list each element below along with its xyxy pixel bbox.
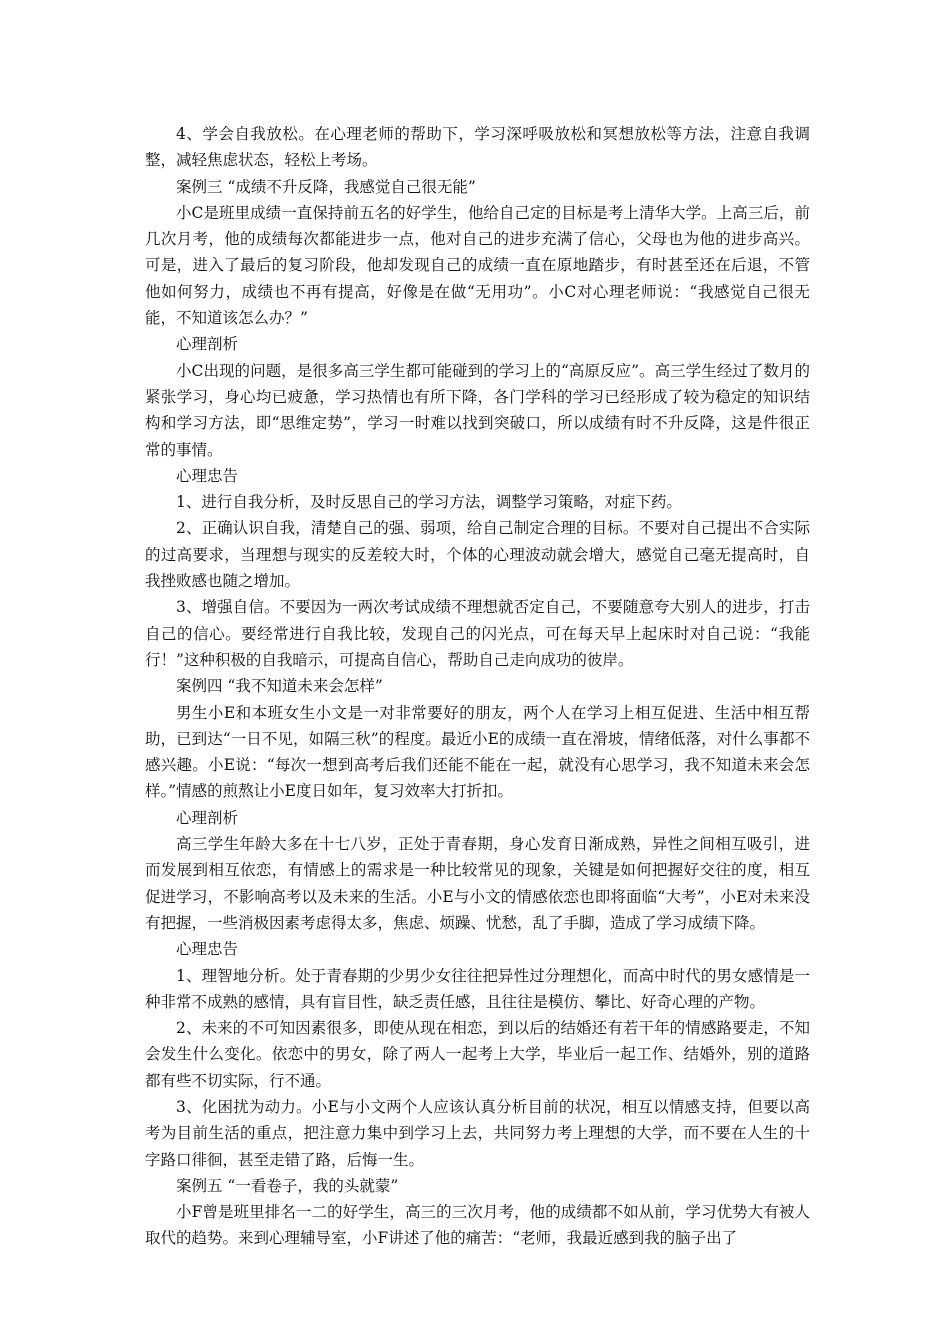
paragraph-case-three-analysis: 小C出现的问题，是很多高三学生都可能碰到的学习上的“高原反应”。高三学生经过了数月的紧张学习，身心均已疲惫，学习热情也有所下降，各门学科的学习已经形成了较为稳定的知识结构和学习方法，即“思维定势”，学习一时难以找到突破口，所以成绩有时不升反降，这是件很正常的事情。	[145, 361, 810, 459]
paragraph-advice-item: 1、进行自我分析，及时反思自己的学习方法，调整学习策略，对症下药。	[176, 493, 682, 512]
paragraph-advice-item: 1、理智地分析。处于青春期的少男少女往往把异性过分理想化，而高中时代的男女感情是一种非常不成熟的感情，具有盲目性，缺乏责任感，且往往是模仿、攀比、好奇心理的产物。	[145, 966, 810, 1011]
paragraph-case-three-story: 小C是班里成绩一直保持前五名的好学生，他给自己定的目标是考上清华大学。上高三后，前几次月考，他的成绩每次都能进步一点，他对自己的进步充满了信心，父母也为他的进步高兴。可是，进入了最后的复习阶段，他却发现自己的成绩一直在原地踏步，有时甚至还在后退，不管他如何努力，成绩也不再有提高，好像是在做“无用功”。小C对心理老师说：“我感觉自己很无能，不知道该怎么办？”	[145, 203, 810, 328]
section-analysis-heading: 心理剖析	[176, 335, 239, 354]
paragraph-advice-item: 2、未来的不可知因素很多，即使从现在相恋，到以后的结婚还有若干年的情感路要走，不知会发生什么变化。依恋中的男女，除了两人一起考上大学，毕业后一起工作、结婚外，别的道路都有些不切实际，行不通。	[145, 1019, 810, 1090]
section-advice-heading: 心理忠告	[176, 466, 239, 485]
paragraph-relax-tip: 4、学会自我放松。在心理老师的帮助下，学习深呼吸放松和冥想放松等方法，注意自我调整，减轻焦虑状态，轻松上考场。	[145, 125, 810, 170]
paragraph-advice-item: 2、正确认识自我，清楚自己的强、弱项，给自己制定合理的目标。不要对自己提出不合实际的过高要求，当理想与现实的反差较大时，个体的心理波动就会增大，感觉自己毫无提高时，自我挫败感也随之增加。	[145, 519, 810, 591]
case-five-title: 案例五 “一看卷子，我的头就蒙”	[176, 1176, 399, 1195]
case-three-title: 案例三 “成绩不升反降，我感觉自己很无能”	[176, 177, 476, 196]
case-four-title: 案例四 “我不知道未来会怎样”	[176, 677, 383, 696]
paragraph-advice-item: 3、化困扰为动力。小E与小文两个人应该认真分析目前的状况，相互以情感支持，但要以高考为目前生活的重点，把注意力集中到学习上去，共同努力考上理想的大学，而不要在人生的十字路口徘徊，甚至走错了路，后悔一生。	[145, 1097, 810, 1169]
paragraph-case-four-analysis: 高三学生年龄大多在十七八岁，正处于青春期，身心发育日渐成熟，异性之间相互吸引，进而发展到相互依恋，有情感上的需求是一种比较常见的现象，关键是如何把握好交往的度，相互促进学习，不影响高考以及未来的生活。小E与小文的情感依恋也即将面临“大考”，小E对未来没有把握，一些消极因素考虑得太多，焦虑、烦躁、忧愁，乱了手脚，造成了学习成绩下降。	[145, 835, 810, 932]
paragraph-case-four-story: 男生小E和本班女生小文是一对非常要好的朋友，两个人在学习上相互促进、生活中相互帮助，已到达“一日不见，如隔三秋”的程度。最近小E的成绩一直在滑坡，情绪低落，对什么事都不感兴趣。小E说：“每次一想到高考后我们还能不能在一起，就没有心思学习，我不知道未来会怎样。”情感的煎熬让小E度日如年，复习效率大打折扣。	[145, 703, 810, 801]
paragraph-case-five-story: 小F曾是班里排名一二的好学生，高三的三次月考，他的成绩都不如从前，学习优势大有被人取代的趋势。来到心理辅导室，小F讲述了他的痛苦：“老师，我最近感到我的脑子出了	[145, 1203, 810, 1248]
section-analysis-heading: 心理剖析	[176, 808, 239, 827]
section-advice-heading: 心理忠告	[176, 940, 239, 959]
document-page	[145, 121, 810, 1252]
paragraph-advice-item: 3、增强自信。不要因为一两次考试成绩不理想就否定自己，不要随意夸大别人的进步，打击自己的信心。要经常进行自我比较，发现自己的闪光点，可在每天早上起床时对自己说：“我能行！”这种积极的自我暗示，可提高自信心，帮助自己走向成功的彼岸。	[145, 598, 810, 669]
